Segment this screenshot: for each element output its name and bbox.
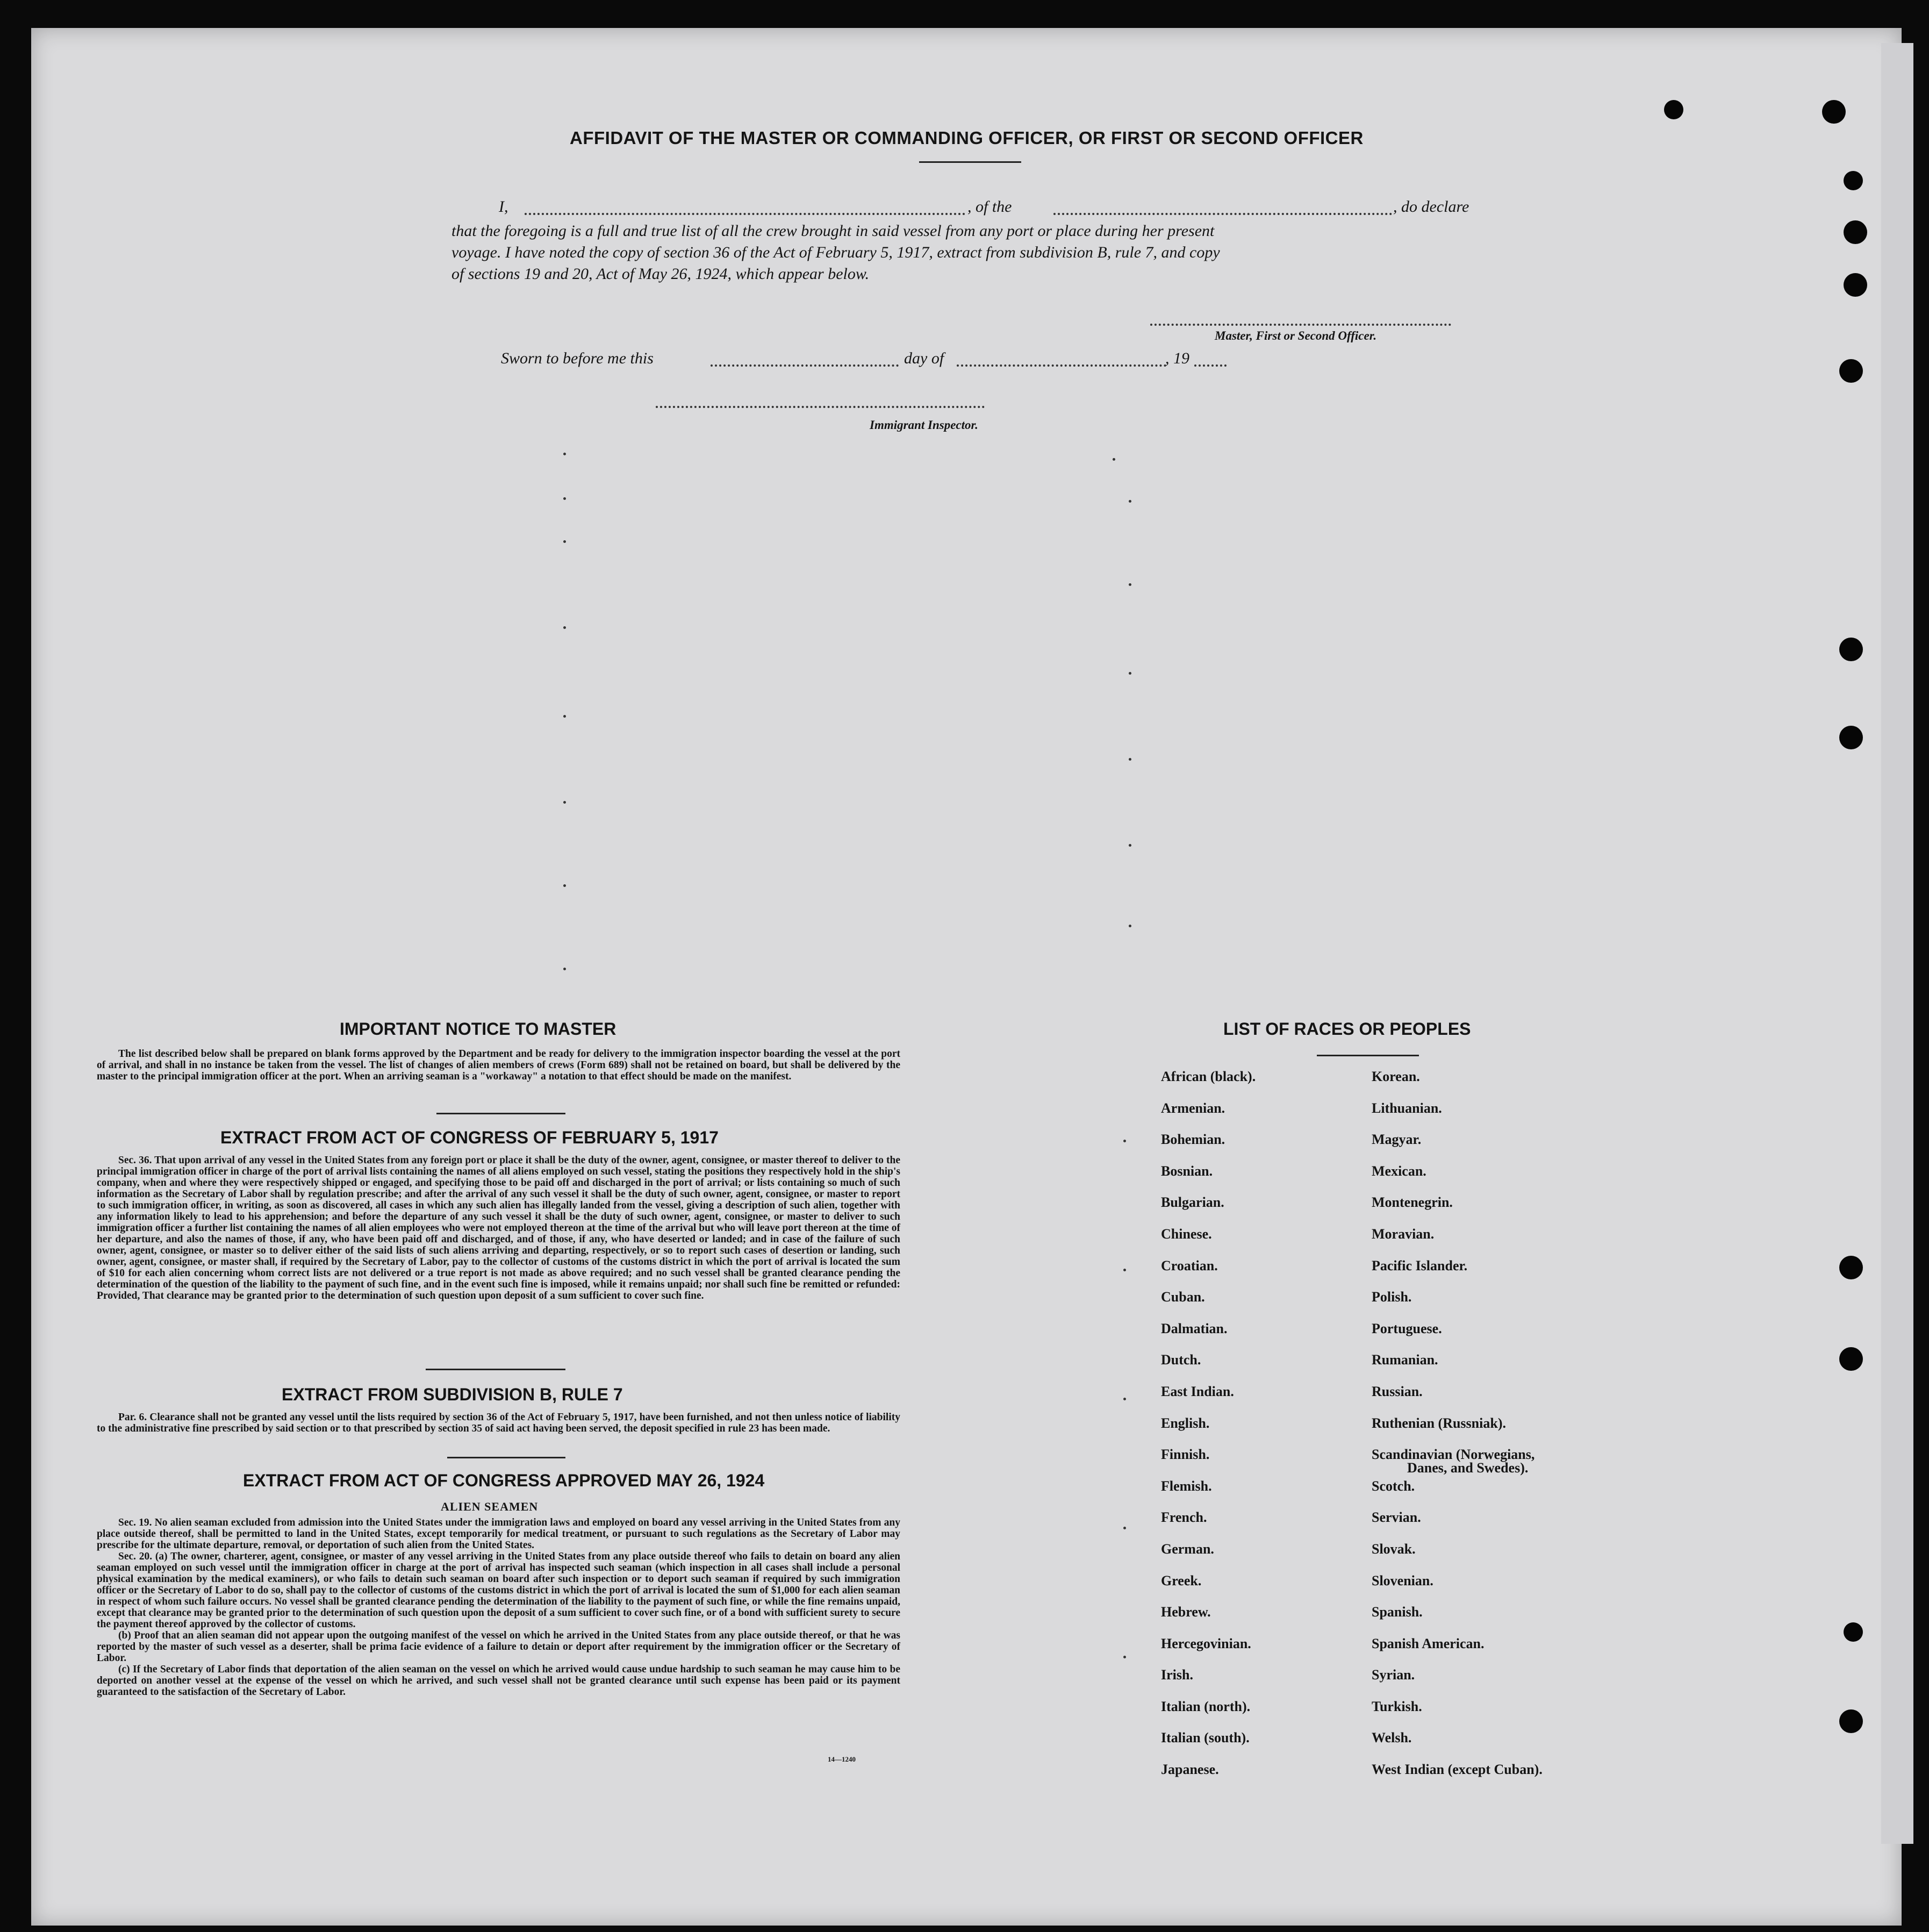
declaration-of-the-label: , of the [967,198,1012,216]
declaration-line-3: of sections 19 and 20, Act of May 26, 1924, which appear below. [451,265,870,283]
stray-mark [563,540,566,543]
stray-mark [1123,1527,1126,1529]
extract-rule7-heading: EXTRACT FROM SUBDIVISION B, RULE 7 [282,1385,623,1404]
binder-hole [1839,638,1863,661]
race-item: Ruthenian (Russniak). [1372,1415,1506,1431]
notice-paragraph: The list described below shall be prepared on blank forms approved by the Department and be ready for delivery to the immigration inspector boarding the vessel at the port of arrival, and shall in no instance be taken from the vessel. The list of changes of alien members of crews (Form 689) shall not be retained on board, but shall be delivered by the master to the principal immigration officer at the port. When an arriving seaman is a "workaway" a notation to that effect should be made on the manifest. [97,1048,900,1082]
form-number: 14—1240 [828,1755,856,1763]
race-item: Lithuanian. [1372,1100,1442,1116]
race-item: Pacific Islander. [1372,1257,1468,1273]
race-item: Irish. [1161,1667,1193,1683]
alien-seamen-subheading: ALIEN SEAMEN [441,1500,539,1513]
stray-mark [1123,1140,1126,1142]
race-item: Spanish American. [1372,1635,1485,1651]
sworn-day-field[interactable] [711,364,899,367]
race-item: Syrian. [1372,1667,1415,1683]
race-item: Bosnian. [1161,1163,1213,1179]
extract-1924-text [97,1517,900,1698]
race-item: Rumanian. [1372,1352,1438,1368]
race-item: Armenian. [1161,1100,1225,1116]
race-item: Korean. [1372,1069,1420,1084]
binder-hole [1844,171,1863,190]
race-item: Italian (north). [1161,1698,1251,1714]
race-item: Scandinavian (Norwegians, [1372,1447,1535,1463]
inspector-signature-field[interactable] [656,406,985,408]
binder-hole [1839,1347,1863,1371]
declaration-line-2: voyage. I have noted the copy of section 36 of the Act of February 5, 1917, extract from subdivision B, rule 7, and copy [451,244,1220,261]
day-of-label: day of [904,349,944,367]
stray-mark [1129,672,1131,675]
extract-1917-heading: EXTRACT FROM ACT OF CONGRESS OF FEBRUARY 5, 1917 [220,1128,719,1147]
race-item: West Indian (except Cuban). [1372,1762,1543,1778]
stray-mark [1123,1269,1126,1271]
scandinavian-continuation: Danes, and Swedes). [1407,1460,1529,1476]
race-item: Dalmatian. [1161,1320,1228,1336]
extract-1917-paragraph: Sec. 36. That upon arrival of any vessel in the United States from any foreign port or place it shall be the duty of the owner, agent, consignee, or master thereof to deliver to the principal immigration officer in charge of the port of arrival lists containing the names of all aliens employed on such vessel, stating the positions they respectively hold in the ship's company, when and where they were respectively shipped or engaged, and specifying those to be paid off and discharged in the port of arrival; or lists containing so much of such information as the Secretary of Labor shall by regulation prescribe; and after the arrival of any such vessel it shall be the duty of such owner, agent, consignee, or master to report to such immigration officer, in writing, as soon as discovered, all cases in which any such alien has illegally landed from the vessel, giving a description of such alien, together with any information likely to lead to his apprehension; and before the departure of any such vessel it shall be the duty of such owner, agent, consignee, or master to deliver to such immigration officer a further list containing the names of all alien employees who were not employed thereon at the time of the arrival but who will leave port thereon at the time of her departure, and also the names of those, if any, who have been paid off and discharged, and of those, if any, who have deserted or landed; and in case of the failure of such owner, agent, consignee, or master so to deliver either of the said lists of such aliens arriving and departing, respectively, or so to report such cases of desertion or landing, such owner, agent, consignee, or master shall, if required by the Secretary of Labor, pay to the collector of customs of the customs district in which the port of arrival is located the sum of $10 for each alien concerning whom correct lists are not delivered or a true report is not made as above required; and no such vessel shall be granted clearance pending the determination of the question of the liability to the payment of such fine, and in the event such fine is imposed, while it remains unpaid; nor shall such fine be remitted or refunded: Provided, That clearance may be granted prior to the determination of such question upon deposit of a sum sufficient to cover such fine. [97,1155,900,1301]
stray-mark [563,801,566,804]
stray-mark [563,715,566,718]
binder-hole [1839,726,1863,749]
sec-19-paragraph: Sec. 19. No alien seaman excluded from admission into the United States under the immigration laws and employed on board any vessel arriving in the United States from any place outside thereof, shall be permitted to land in the United States, except temporarily for medical treatment, or pursuant to such regulations as the Secretary of Labor may prescribe for the ultimate departure, removal, or deportation of such alien from the United States. [97,1517,900,1551]
race-item: Japanese. [1161,1762,1219,1778]
race-item: Portuguese. [1372,1320,1442,1336]
binder-hole [1822,100,1846,124]
binder-hole [1844,1622,1863,1642]
race-item: Scotch. [1372,1478,1415,1494]
declaration-i-label: I, [499,198,508,216]
notice-heading: IMPORTANT NOTICE TO MASTER [340,1019,616,1039]
stray-mark [1129,500,1131,503]
extract-1917-text [97,1155,900,1301]
race-item: Flemish. [1161,1478,1212,1494]
stray-mark [563,453,566,455]
race-item: Russian. [1372,1383,1423,1399]
race-item: Slovak. [1372,1541,1416,1557]
stray-mark [1129,925,1131,927]
stray-mark [1129,758,1131,761]
races-underline [1317,1055,1419,1056]
binder-hole [1839,359,1863,383]
binder-hole [1839,1256,1863,1279]
title-underline [919,161,1021,163]
stray-mark [563,626,566,629]
stray-mark [1123,1398,1126,1400]
page-edge [1881,43,1913,1844]
race-item: Hebrew. [1161,1604,1211,1620]
race-item: Finnish. [1161,1447,1210,1463]
binder-hole [1844,220,1867,244]
declarant-name-field[interactable] [525,213,965,215]
race-item: Chinese. [1161,1226,1212,1242]
stray-mark [1129,583,1131,586]
divider [426,1369,565,1370]
notice-text [97,1048,900,1082]
race-item: Moravian. [1372,1226,1435,1242]
stray-mark [563,884,566,887]
race-item: Mexican. [1372,1163,1426,1179]
stray-mark [1123,1656,1126,1658]
sec-20c-paragraph: (c) If the Secretary of Labor finds that deportation of the alien seaman on the vessel on which he arrived would cause undue hardship to such seaman he may cause him to be deported on another vessel at the expense of the vessel on which he arrived, and such vessel shall not be granted clearance until such expense has been paid or its payment guaranteed to the satisfaction of the Secretary of Labor. [97,1664,900,1698]
sec-20b-paragraph: (b) Proof that an alien seaman did not appear upon the outgoing manifest of the vessel on which he arrived in the United States from any place outside thereof, or that he was reported by the master of such vessel as a deserter, shall be prima facie evidence of a failure to detain or deport after requirement by the immigration officer or the Secretary of Labor. [97,1630,900,1664]
race-item: Dutch. [1161,1352,1201,1368]
binder-hole [1844,273,1867,297]
race-item: German. [1161,1541,1214,1557]
race-item: Magyar. [1372,1132,1422,1148]
race-item: French. [1161,1509,1207,1526]
sec-20a-paragraph: Sec. 20. (a) The owner, charterer, agent, consignee, or master of any vessel arriving in the United States from any place outside thereof who fails to detain on board any alien seaman employed on such vessel until the immigration officer in charge at the port of arrival has inspected such seaman (which inspection in all cases shall include a personal physical examination by the medical examiners), or who fails to detain such seaman on board after such inspection or to deport such seaman if required by such immigration officer or the Secretary of Labor to do so, shall pay to the collector of customs of the customs district in which the port of arrival is located the sum of $1,000 for each alien seaman in respect of whom such failure occurs. No vessel shall be granted clearance pending the determination of the liability to the payment of such fine, or while the fine remains unpaid, except that clearance may be granted prior to the determination of such question upon the deposit of a sum sufficient to cover such fine, or of a bond with sufficient surety to secure the payment thereof approved by the collector of customs. [97,1551,900,1630]
divider [447,1457,565,1458]
inspector-label: Immigrant Inspector. [870,418,978,432]
races-right-column [1372,1069,1543,1793]
race-item: Italian (south). [1161,1730,1250,1746]
binder-hole [1664,100,1683,119]
binder-hole [1839,1709,1863,1733]
race-item: English. [1161,1415,1210,1431]
stray-mark [1129,844,1131,847]
race-item: Croatian. [1161,1257,1218,1273]
extract-1924-heading: EXTRACT FROM ACT OF CONGRESS APPROVED MAY 26, 1924 [243,1471,765,1490]
extract-rule7-paragraph: Par. 6. Clearance shall not be granted any vessel until the lists required by section 36 of the Act of February 5, 1917, have been furnished, and not then unless notice of liability to the administrative fine prescribed by said section or to that prescribed by section 35 of said act having been served, the deposit specified in rule 23 has been made. [97,1412,900,1434]
stray-mark [1113,458,1115,461]
race-item: Cuban. [1161,1289,1205,1305]
race-item: Bohemian. [1161,1132,1225,1148]
race-item: Turkish. [1372,1698,1422,1714]
stray-mark [563,968,566,970]
master-signature-label: Master, First or Second Officer. [1215,329,1377,342]
sworn-label: Sworn to before me this [501,349,654,367]
races-heading: LIST OF RACES OR PEOPLES [1223,1019,1471,1039]
sworn-month-field[interactable] [957,364,1166,367]
race-item: Hercegovinian. [1161,1635,1251,1651]
master-signature-field[interactable] [1150,324,1451,326]
race-item: Slovenian. [1372,1572,1433,1588]
race-item: African (black). [1161,1069,1256,1084]
race-item: Greek. [1161,1572,1202,1588]
race-item: Montenegrin. [1372,1194,1453,1211]
race-item: Spanish. [1372,1604,1423,1620]
race-item: Bulgarian. [1161,1194,1224,1211]
extract-rule7-text [97,1412,900,1434]
race-item: Polish. [1372,1289,1412,1305]
races-left-column [1161,1069,1256,1793]
sworn-year-field[interactable] [1194,364,1227,367]
race-item: Welsh. [1372,1730,1412,1746]
vessel-name-field[interactable] [1053,213,1392,215]
year-label: , 19 [1165,349,1189,367]
affidavit-title: AFFIDAVIT OF THE MASTER OR COMMANDING OFFICER, OR FIRST OR SECOND OFFICER [570,128,1364,148]
race-item: Servian. [1372,1509,1421,1526]
divider [436,1113,565,1114]
declaration-do-declare-label: , do declare [1393,198,1469,216]
declaration-line-1: that the foregoing is a full and true list of all the crew brought in said vessel from any port or place during her present [451,222,1215,240]
race-item: East Indian. [1161,1383,1234,1399]
stray-mark [563,497,566,500]
